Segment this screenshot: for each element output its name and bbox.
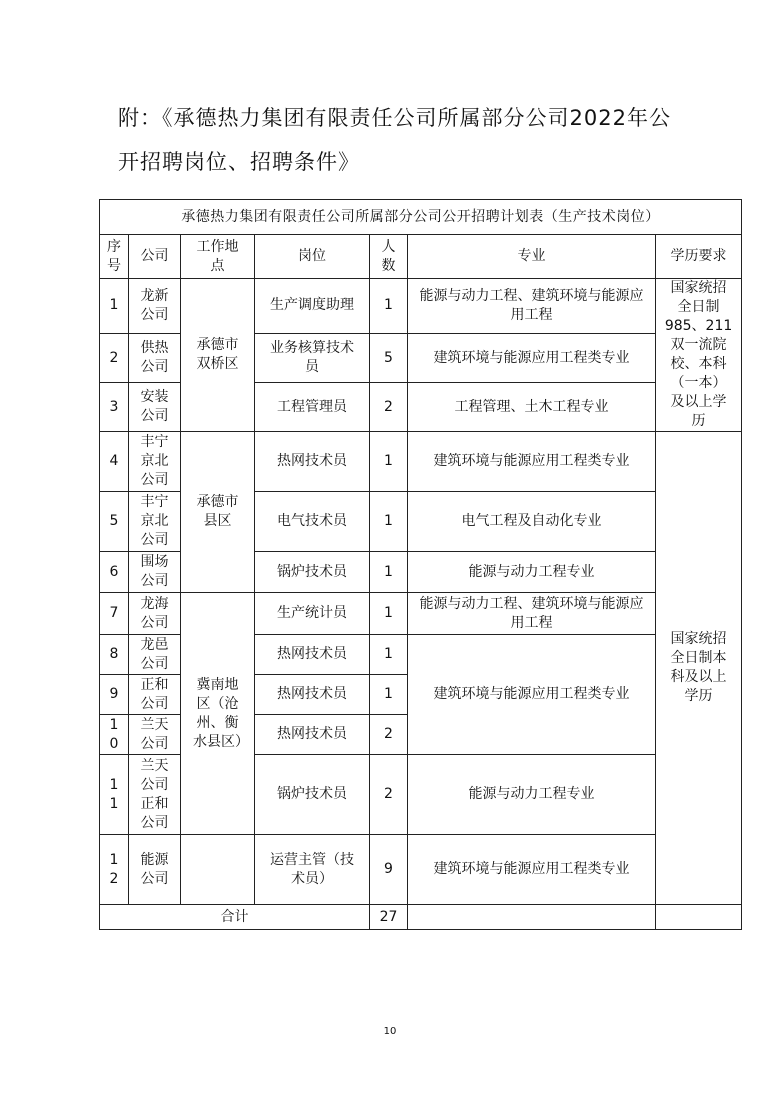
row-location-empty: [181, 835, 255, 905]
row-count: 1: [370, 432, 408, 492]
row-count: 1: [370, 635, 408, 675]
row-major: 能源与动力工程、建筑环境与能源应用工程: [408, 593, 656, 635]
row-company: 正和公司: [129, 675, 181, 715]
row-count: 1: [370, 552, 408, 593]
row-company: 丰宁京北公司: [129, 432, 181, 492]
row-position: 运营主管（技术员）: [255, 835, 370, 905]
row-major: 工程管理、土木工程专业: [408, 383, 656, 432]
row-company: 安装公司: [129, 383, 181, 432]
row-position: 生产统计员: [255, 593, 370, 635]
row-major: 能源与动力工程、建筑环境与能源应用工程: [408, 279, 656, 334]
total-row: [100, 905, 742, 930]
row-company: 龙新公司: [129, 279, 181, 334]
header-major: 专业: [408, 235, 656, 279]
total-label: 合计: [100, 905, 370, 930]
header-no: 序号: [100, 235, 129, 279]
row-major-merged: 建筑环境与能源应用工程类专业: [408, 635, 656, 755]
header-education: 学历要求: [656, 235, 742, 279]
row-no: 10: [100, 715, 129, 755]
row-position: 生产调度助理: [255, 279, 370, 334]
row-company: 供热公司: [129, 333, 181, 383]
recruitment-plan-table: [99, 199, 742, 930]
header-company: 公司: [129, 235, 181, 279]
location-jinan: 冀南地区（沧州、衡水县区）: [181, 593, 255, 835]
row-no: 2: [100, 333, 129, 383]
total-education-empty: [656, 905, 742, 930]
heading-line-2: 开招聘岗位、招聘条件》: [118, 150, 360, 174]
row-major: 电气工程及自动化专业: [408, 492, 656, 552]
row-company: 兰天公司正和公司: [129, 755, 181, 835]
row-position: 热网技术员: [255, 635, 370, 675]
table-title-row: [100, 200, 742, 235]
row-company: 龙海公司: [129, 593, 181, 635]
education-top-tier: 国家统招全日制985、211双一流院校、本科（一本）及以上学历: [656, 279, 742, 432]
row-no: 3: [100, 383, 129, 432]
row-position: 工程管理员: [255, 383, 370, 432]
row-no: 4: [100, 432, 129, 492]
row-position: 锅炉技术员: [255, 755, 370, 835]
row-position: 业务核算技术员: [255, 333, 370, 383]
total-count: 27: [370, 905, 408, 930]
row-position: 锅炉技术员: [255, 552, 370, 593]
row-count: 2: [370, 755, 408, 835]
row-company: 龙邑公司: [129, 635, 181, 675]
row-count: 5: [370, 333, 408, 383]
total-major-empty: [408, 905, 656, 930]
row-position: 热网技术员: [255, 432, 370, 492]
row-no: 8: [100, 635, 129, 675]
row-count: 2: [370, 383, 408, 432]
row-no: 7: [100, 593, 129, 635]
row-count: 1: [370, 593, 408, 635]
row-company: 丰宁京北公司: [129, 492, 181, 552]
row-count: 1: [370, 675, 408, 715]
table-header-row: [100, 235, 742, 279]
table-row: [100, 432, 742, 492]
row-no: 9: [100, 675, 129, 715]
row-count: 1: [370, 279, 408, 334]
page-number: 10: [383, 1026, 397, 1037]
row-major: 建筑环境与能源应用工程类专业: [408, 333, 656, 383]
row-major: 建筑环境与能源应用工程类专业: [408, 432, 656, 492]
table-title: 承德热力集团有限责任公司所属部分公司公开招聘计划表（生产技术岗位）: [100, 200, 742, 235]
row-position: 热网技术员: [255, 675, 370, 715]
row-company: 围场公司: [129, 552, 181, 593]
header-location: 工作地点: [181, 235, 255, 279]
row-position: 热网技术员: [255, 715, 370, 755]
row-company: 能源公司: [129, 835, 181, 905]
document-heading: [118, 96, 718, 184]
table-row: [100, 279, 742, 334]
education-general: 国家统招全日制本科及以上学历: [656, 432, 742, 905]
header-count: 人数: [370, 235, 408, 279]
row-no: 5: [100, 492, 129, 552]
table-row: [100, 835, 742, 905]
location-county: 承德市县区: [181, 432, 255, 593]
location-shuangqiao: 承德市双桥区: [181, 279, 255, 432]
table-row: [100, 593, 742, 635]
row-company: 兰天公司: [129, 715, 181, 755]
row-no: 6: [100, 552, 129, 593]
row-no: 1: [100, 279, 129, 334]
row-major: 能源与动力工程专业: [408, 755, 656, 835]
row-count: 9: [370, 835, 408, 905]
row-position: 电气技术员: [255, 492, 370, 552]
row-no: 12: [100, 835, 129, 905]
row-no: 11: [100, 755, 129, 835]
row-count: 2: [370, 715, 408, 755]
heading-line-1: 附：《承德热力集团有限责任公司所属部分公司2022年公: [118, 106, 671, 130]
header-position: 岗位: [255, 235, 370, 279]
row-count: 1: [370, 492, 408, 552]
row-major: 建筑环境与能源应用工程类专业: [408, 835, 656, 905]
row-major: 能源与动力工程专业: [408, 552, 656, 593]
